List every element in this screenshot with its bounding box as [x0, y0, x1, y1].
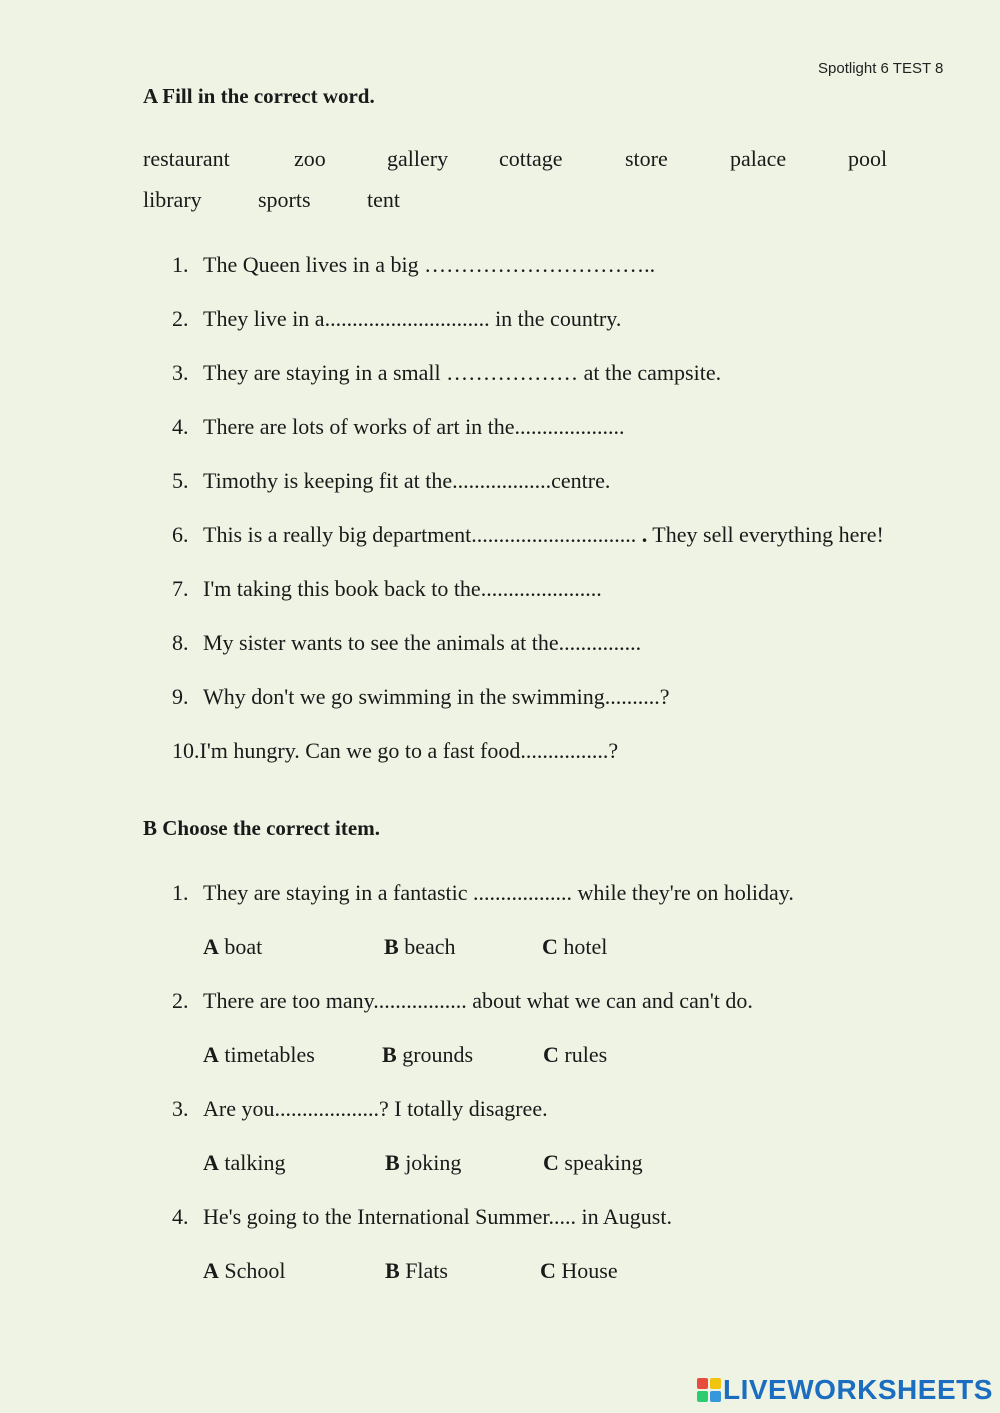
- item-text: I'm hungry. Can we go to a fast food................?: [199, 738, 619, 763]
- item-number: 6.: [172, 522, 189, 547]
- word-bank-item: store: [625, 146, 668, 171]
- liveworksheets-logo-icon: [697, 1378, 721, 1402]
- item-number: 3.: [172, 360, 189, 385]
- item-number: 9.: [172, 684, 189, 709]
- word-bank-item: palace: [730, 146, 787, 171]
- word-bank-item: sports: [258, 187, 311, 212]
- option-a[interactable]: A School: [203, 1258, 286, 1283]
- exercise-item: [172, 414, 625, 440]
- exercise-item: [172, 468, 610, 494]
- word-bank-item: library: [143, 187, 202, 212]
- liveworksheets-logo: [697, 1374, 993, 1406]
- word-bank-item: pool: [848, 146, 888, 171]
- item-number: 5.: [172, 468, 189, 493]
- section-b-title: B Choose the correct item.: [143, 816, 380, 840]
- item-number: 8.: [172, 630, 189, 655]
- option-c[interactable]: C rules: [543, 1042, 608, 1067]
- item-text-bold-dot: .: [641, 522, 648, 547]
- exercise-item: [172, 522, 884, 548]
- document-tag: Spotlight 6 TEST 8: [818, 60, 944, 77]
- item-text: My sister wants to see the animals at the...............: [203, 630, 642, 655]
- question: [172, 1204, 672, 1230]
- question-number: 1.: [172, 880, 189, 905]
- item-number: 10.: [172, 738, 200, 763]
- option-a[interactable]: A timetables: [203, 1042, 315, 1067]
- option-a[interactable]: A talking: [203, 1150, 286, 1175]
- section-a-title: A Fill in the correct word.: [143, 84, 375, 108]
- word-bank-item: cottage: [499, 146, 563, 171]
- item-text: I'm taking this book back to the......................: [203, 576, 602, 601]
- item-text: This is a really big department..............................: [203, 522, 642, 547]
- question: [172, 880, 794, 906]
- item-text: They sell everything here!: [647, 522, 884, 547]
- question: [172, 988, 753, 1014]
- word-bank-item: zoo: [294, 146, 326, 171]
- option-a[interactable]: A boat: [203, 934, 263, 959]
- question-text: He's going to the International Summer..... in August.: [203, 1204, 672, 1229]
- exercise-item: [172, 684, 670, 710]
- item-text: They are staying in a small ……………… at the campsite.: [203, 360, 722, 385]
- exercise-item: [172, 576, 602, 602]
- word-bank-item: gallery: [387, 146, 449, 171]
- exercise-item: [172, 738, 618, 764]
- exercise-item: [172, 252, 655, 278]
- item-text: Why don't we go swimming in the swimming..........?: [203, 684, 670, 709]
- question-number: 3.: [172, 1096, 189, 1121]
- item-number: 4.: [172, 414, 189, 439]
- item-number: 2.: [172, 306, 189, 331]
- question-text: They are staying in a fantastic .................. while they're on holiday.: [203, 880, 794, 905]
- item-text: The Queen lives in a big …………………………..: [203, 252, 656, 277]
- exercise-item: [172, 306, 621, 332]
- item-text: Timothy is keeping fit at the..................centre.: [203, 468, 611, 493]
- question-number: 2.: [172, 988, 189, 1013]
- exercise-item: [172, 630, 641, 656]
- option-c[interactable]: C hotel: [542, 934, 608, 959]
- item-text: There are lots of works of art in the....................: [203, 414, 625, 439]
- exercise-item: [172, 360, 721, 386]
- option-b[interactable]: B beach: [384, 934, 456, 959]
- question-text: Are you...................? I totally disagree.: [203, 1096, 548, 1121]
- option-c[interactable]: C House: [540, 1258, 618, 1283]
- option-c[interactable]: C speaking: [543, 1150, 643, 1175]
- item-number: 1.: [172, 252, 189, 277]
- option-b[interactable]: B Flats: [385, 1258, 448, 1283]
- word-bank-item: tent: [367, 187, 400, 212]
- item-text: They live in a.............................. in the country.: [203, 306, 622, 331]
- question: [172, 1096, 548, 1122]
- word-bank-item: restaurant: [143, 146, 230, 171]
- option-b[interactable]: B grounds: [382, 1042, 474, 1067]
- question-text: There are too many................. about what we can and can't do.: [203, 988, 753, 1013]
- question-number: 4.: [172, 1204, 189, 1229]
- brand-name: LIVEWORKSHEETS: [723, 1374, 993, 1405]
- option-b[interactable]: B joking: [385, 1150, 462, 1175]
- item-number: 7.: [172, 576, 189, 601]
